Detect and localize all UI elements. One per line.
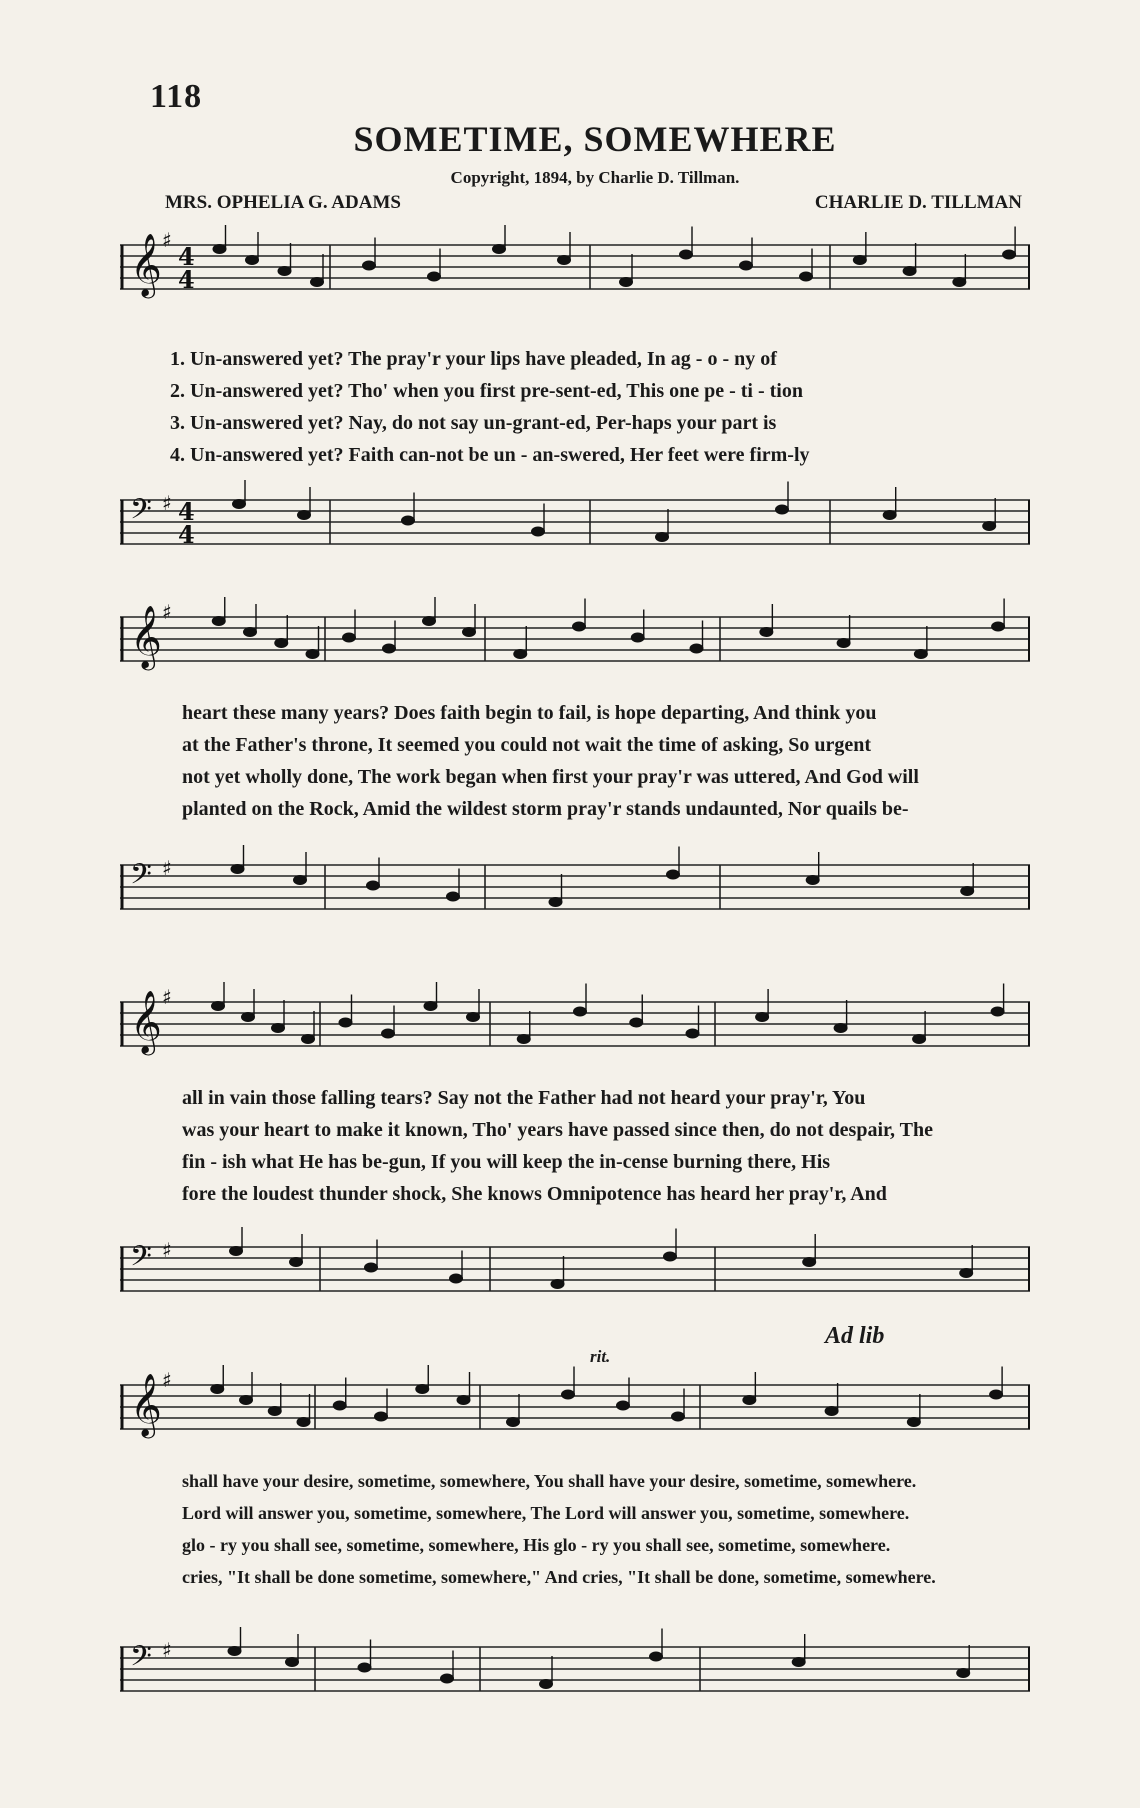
note-head [775, 505, 789, 515]
note-head [506, 1417, 520, 1427]
lyric-line: fore the loudest thunder shock, She knows Omnipotence has heard her pray'r, And [182, 1183, 887, 1205]
note-head [289, 1257, 303, 1267]
note-head [366, 881, 380, 891]
note-head [557, 255, 571, 265]
note-head [690, 644, 704, 654]
treble-staff-1 [120, 225, 1050, 315]
note-head [959, 1268, 973, 1278]
note-head [739, 261, 753, 271]
treble-clef-icon: 𝄞 [130, 233, 162, 296]
note-head [301, 1034, 315, 1044]
lyric-line: planted on the Rock, Amid the wildest storm pray'r stands undaunted, Nor quails be- [182, 798, 909, 820]
key-signature-sharp-icon: ♯ [162, 856, 172, 880]
note-head [912, 1034, 926, 1044]
note-head [382, 644, 396, 654]
time-signature-top: 4 [178, 497, 195, 526]
note-head [573, 1007, 587, 1017]
note-head [742, 1395, 756, 1405]
note-head [991, 1007, 1005, 1017]
note-head [239, 1395, 253, 1405]
music-system-4 [120, 1323, 1050, 1725]
music-system-1 [120, 225, 1050, 565]
note-head [629, 1018, 643, 1028]
note-head [229, 1246, 243, 1256]
lyricist: MRS. OPHELIA G. ADAMS [165, 192, 401, 213]
note-head [446, 892, 460, 902]
bass-clef-icon: 𝄢 [130, 1240, 152, 1280]
note-head [213, 244, 227, 254]
note-head [333, 1401, 347, 1411]
bass-clef-icon: 𝄢 [130, 1640, 152, 1680]
key-signature-sharp-icon: ♯ [162, 1638, 172, 1662]
note-head [903, 266, 917, 276]
note-head [952, 277, 966, 287]
lyrics-block-2 [182, 697, 1032, 825]
note-head [989, 1390, 1003, 1400]
ritardando-marking: rit. [590, 1347, 611, 1366]
note-head [663, 1252, 677, 1262]
note-head [671, 1412, 685, 1422]
note-head [422, 616, 436, 626]
note-head [686, 1029, 700, 1039]
note-head [1002, 250, 1016, 260]
note-head [243, 627, 257, 637]
note-head [631, 633, 645, 643]
note-head [232, 499, 246, 509]
note-head [278, 266, 292, 276]
note-head [401, 516, 415, 526]
note-head [245, 255, 259, 265]
treble-clef-icon: 𝄞 [130, 605, 162, 668]
note-head [228, 1646, 242, 1656]
lyric-line: cries, "It shall be done sometime, somewhere," And cries, "It shall be done, sometime, somewhere. [182, 1567, 936, 1587]
note-head [825, 1406, 839, 1416]
note-head [649, 1652, 663, 1662]
note-head [297, 510, 311, 520]
music-system-3 [120, 982, 1050, 1322]
bass-staff-3 [120, 1227, 1050, 1317]
note-head [293, 875, 307, 885]
note-head [358, 1663, 372, 1673]
treble-staff-2 [120, 597, 1050, 687]
note-head [210, 1384, 224, 1394]
note-head [531, 527, 545, 537]
lyric-line: Lord will answer you, sometime, somewhere, The Lord will answer you, sometime, somewhere. [182, 1503, 910, 1523]
bass-staff-1 [120, 480, 1050, 570]
note-head [834, 1023, 848, 1033]
lyric-line: 4. Un-answered yet? Faith can-not be un - an-swered, Her feet were firm-ly [170, 444, 810, 466]
note-head [381, 1029, 395, 1039]
note-head [306, 649, 320, 659]
lyric-line: glo - ry you shall see, sometime, somewhere, His glo - ry you shall see, sometime, somewhere. [182, 1535, 891, 1555]
lyric-line: 2. Un-answered yet? Tho' when you first pre-sent-ed, This one pe - ti - tion [170, 380, 803, 402]
treble-staff-3 [120, 982, 1050, 1072]
key-signature-sharp-icon: ♯ [162, 1238, 172, 1262]
note-head [655, 532, 669, 542]
note-head [462, 627, 476, 637]
lyric-line: 1. Un-answered yet? The pray'r your lips have pleaded, In ag - o - ny of [170, 348, 777, 370]
lyric-line: shall have your desire, sometime, somewhere, You shall have your desire, sometime, somewhere. [182, 1471, 917, 1491]
note-head [572, 622, 586, 632]
note-head [759, 627, 773, 637]
note-head [339, 1018, 353, 1028]
note-head [616, 1401, 630, 1411]
lyric-line: heart these many years? Does faith begin to fail, is hope departing, And think you [182, 702, 877, 724]
note-head [342, 633, 356, 643]
note-head [799, 272, 813, 282]
note-head [982, 521, 996, 531]
key-signature-sharp-icon: ♯ [162, 600, 172, 624]
note-head [960, 886, 974, 896]
treble-clef-icon: 𝄞 [130, 990, 162, 1053]
note-head [241, 1012, 255, 1022]
bass-staff-2 [120, 845, 1050, 935]
note-head [539, 1679, 553, 1689]
bass-staff-4 [120, 1627, 1050, 1717]
note-head [427, 272, 441, 282]
key-signature-sharp-icon: ♯ [162, 491, 172, 515]
note-head [956, 1668, 970, 1678]
composer: CHARLIE D. TILLMAN [814, 192, 1022, 213]
note-head [297, 1417, 311, 1427]
note-head [549, 897, 563, 907]
note-head [561, 1390, 575, 1400]
key-signature-sharp-icon: ♯ [162, 985, 172, 1009]
note-head [268, 1406, 282, 1416]
note-head [374, 1412, 388, 1422]
page-number: 118 [150, 78, 203, 115]
note-head [666, 870, 680, 880]
note-head [271, 1023, 285, 1033]
lyric-line: not yet wholly done, The work began when first your pray'r was uttered, And God will [182, 766, 919, 788]
key-signature-sharp-icon: ♯ [162, 228, 172, 252]
note-head [212, 616, 226, 626]
note-head [513, 649, 527, 659]
note-head [457, 1395, 471, 1405]
note-head [285, 1657, 299, 1667]
note-head [466, 1012, 480, 1022]
lyric-line: was your heart to make it known, Tho' years have passed since then, do not despair, The [182, 1119, 934, 1141]
note-head [853, 255, 867, 265]
note-head [679, 250, 693, 260]
note-head [837, 638, 851, 648]
note-head [517, 1034, 531, 1044]
note-head [211, 1001, 225, 1011]
note-head [755, 1012, 769, 1022]
lyric-line: fin - ish what He has be-gun, If you will keep the in-cense burning there, His [182, 1151, 831, 1173]
lyric-line: all in vain those falling tears? Say not the Father had not heard your pray'r, You [182, 1087, 866, 1109]
lyrics-block-3 [182, 1082, 1032, 1210]
bass-clef-icon: 𝄢 [130, 858, 152, 898]
note-head [440, 1674, 454, 1684]
note-head [907, 1417, 921, 1427]
note-head [449, 1274, 463, 1284]
note-head [274, 638, 288, 648]
bass-clef-icon: 𝄢 [130, 493, 152, 533]
treble-staff-4 [120, 1365, 1050, 1455]
time-signature-bottom: 4 [178, 265, 195, 294]
note-head [619, 277, 633, 287]
ad-lib-marking: Ad lib [825, 1323, 885, 1349]
note-head [914, 649, 928, 659]
note-head [362, 261, 376, 271]
music-system-2 [120, 597, 1050, 937]
key-signature-sharp-icon: ♯ [162, 1368, 172, 1392]
note-head [492, 244, 506, 254]
lyric-line: 3. Un-answered yet? Nay, do not say un-grant-ed, Per-haps your part is [170, 412, 777, 434]
note-head [806, 875, 820, 885]
lyric-line: at the Father's throne, It seemed you could not wait the time of asking, So urgent [182, 734, 872, 756]
lyrics-block-4 [182, 1465, 1042, 1593]
note-head [792, 1657, 806, 1667]
copyright-notice: Copyright, 1894, by Charlie D. Tillman. [450, 168, 740, 187]
time-signature-top: 4 [178, 242, 195, 271]
note-head [802, 1257, 816, 1267]
note-head [310, 277, 324, 287]
treble-clef-icon: 𝄞 [130, 1373, 162, 1436]
note-head [424, 1001, 438, 1011]
note-head [883, 510, 897, 520]
note-head [364, 1263, 378, 1273]
note-head [415, 1384, 429, 1394]
note-head [231, 864, 245, 874]
lyrics-block-1 [170, 343, 1030, 471]
song-title: SOMETIME, SOMEWHERE [353, 119, 837, 159]
note-head [551, 1279, 565, 1289]
time-signature-bottom: 4 [178, 520, 195, 549]
note-head [991, 622, 1005, 632]
